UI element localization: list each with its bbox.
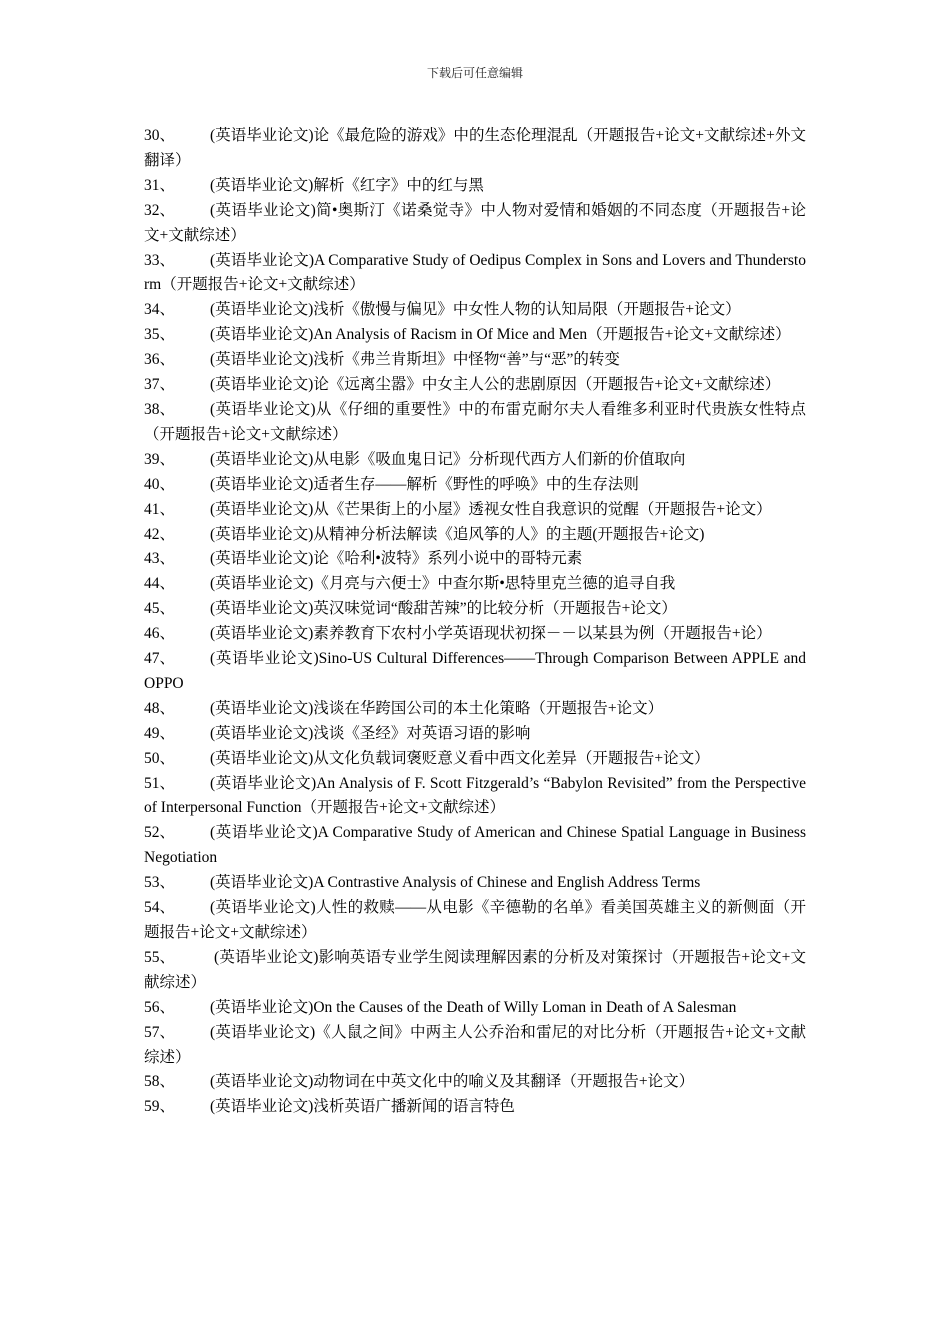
- item-number: 40、: [144, 475, 176, 493]
- list-item: [144, 1095, 806, 1120]
- item-title: (英语毕业论文)On the Causes of the Death of Willy Loman in Death of A Salesman: [210, 998, 737, 1016]
- item-title: (英语毕业论文)Sino-US Cultural Differences——Through Comparison Between APPLE and OPPO: [144, 650, 806, 692]
- item-title: (英语毕业论文)《月亮与六便士》中查尔斯•思特里克兰德的追寻自我: [210, 575, 676, 593]
- list-item: [144, 547, 806, 572]
- item-number: 52、: [144, 824, 176, 842]
- item-number: 53、: [144, 874, 176, 892]
- list-item: [144, 896, 806, 946]
- item-number: 43、: [144, 550, 176, 568]
- item-number: 45、: [144, 600, 176, 618]
- list-item: [144, 498, 806, 523]
- item-title: (英语毕业论文)从文化负载词褒贬意义看中西文化差异（开题报告+论文）: [210, 749, 710, 767]
- item-title: (英语毕业论文)影响英语专业学生阅读理解因素的分析及对策探讨（开题报告+论文+文献综述）: [144, 948, 806, 991]
- item-number: 54、: [144, 899, 176, 917]
- list-item: [144, 772, 806, 822]
- list-item: [144, 622, 806, 647]
- list-item: [144, 523, 806, 548]
- list-item: [144, 448, 806, 473]
- item-number: 48、: [144, 699, 176, 717]
- item-title: (英语毕业论文)A Comparative Study of Oedipus Complex in Sons and Lovers and Thunderstorm（开题报告+论文+文献综述）: [144, 251, 806, 294]
- item-title: (英语毕业论文)解析《红字》中的红与黑: [210, 176, 484, 194]
- item-title: (英语毕业论文)论《远离尘嚣》中女主人公的悲剧原因（开题报告+论文+文献综述）: [210, 376, 781, 394]
- item-number: 33、: [144, 251, 176, 269]
- list-item: [144, 871, 806, 896]
- list-item: [144, 1070, 806, 1095]
- item-title: (英语毕业论文)从电影《吸血鬼日记》分析现代西方人们新的价值取向: [210, 450, 686, 468]
- list-item: [144, 298, 806, 323]
- item-title: (英语毕业论文)适者生存——解析《野性的呼唤》中的生存法则: [210, 475, 639, 493]
- list-item: [144, 249, 806, 299]
- list-item: [144, 199, 806, 249]
- list-item: [144, 647, 806, 697]
- item-number: 38、: [144, 400, 176, 418]
- list-item: [144, 1021, 806, 1071]
- item-number: 56、: [144, 998, 176, 1016]
- item-title: (英语毕业论文)论《最危险的游戏》中的生态伦理混乱（开题报告+论文+文献综述+外文翻译）: [144, 127, 806, 169]
- thesis-title-list: [144, 124, 806, 1120]
- item-number: 44、: [144, 575, 176, 593]
- list-item: [144, 124, 806, 174]
- item-number: 36、: [144, 351, 176, 369]
- item-number: 49、: [144, 724, 176, 742]
- item-number: 46、: [144, 625, 176, 643]
- item-number: 39、: [144, 450, 176, 468]
- item-number: 34、: [144, 301, 176, 319]
- list-item: [144, 348, 806, 373]
- item-title: (英语毕业论文)从精神分析法解读《追风筝的人》的主题(开题报告+论文): [210, 525, 705, 543]
- item-number: 59、: [144, 1098, 176, 1116]
- item-number: 30、: [144, 127, 176, 144]
- item-number: 35、: [144, 326, 176, 344]
- item-number: 47、: [144, 650, 176, 668]
- list-item: [144, 373, 806, 398]
- item-number: 57、: [144, 1023, 176, 1041]
- item-number: 42、: [144, 525, 176, 543]
- list-item: [144, 697, 806, 722]
- item-title: (英语毕业论文)从《芒果街上的小屋》透视女性自我意识的觉醒（开题报告+论文）: [210, 500, 772, 518]
- item-title: (英语毕业论文)An Analysis of F. Scott Fitzgerald’s “Babylon Revisited” from the Perspective of Interpersonal Function（开题报告+论文+文献综述）: [144, 774, 806, 817]
- list-item: [144, 722, 806, 747]
- page-header: 下载后可任意编辑: [426, 66, 523, 80]
- list-item: [144, 174, 806, 199]
- list-item: [144, 747, 806, 772]
- item-number: 32、: [144, 201, 176, 219]
- list-item: [144, 323, 806, 348]
- item-number: 31、: [144, 176, 176, 194]
- list-item: [144, 821, 806, 871]
- item-title: (英语毕业论文)论《哈利•波特》系列小说中的哥特元素: [210, 550, 583, 568]
- item-number: 58、: [144, 1073, 176, 1091]
- item-title: (英语毕业论文)浅析《弗兰肯斯坦》中怪物“善”与“恶”的转变: [210, 351, 620, 369]
- item-number: 50、: [144, 749, 176, 767]
- item-title: (英语毕业论文)浅析《傲慢与偏见》中女性人物的认知局限（开题报告+论文）: [210, 301, 741, 319]
- list-item: [144, 398, 806, 448]
- item-number: 37、: [144, 376, 176, 394]
- item-number: 51、: [144, 774, 176, 792]
- list-item: [144, 572, 806, 597]
- item-title: (英语毕业论文)《人鼠之间》中两主人公乔治和雷尼的对比分析（开题报告+论文+文献综述）: [144, 1023, 806, 1066]
- item-title: (英语毕业论文)An Analysis of Racism in Of Mice and Men（开题报告+论文+文献综述）: [210, 326, 791, 344]
- item-title: (英语毕业论文)简•奥斯汀《诺桑觉寺》中人物对爱情和婚姻的不同态度（开题报告+论文+文献综述）: [144, 201, 806, 244]
- item-title: (英语毕业论文)浅析英语广播新闻的语言特色: [210, 1098, 515, 1116]
- list-item: [144, 946, 806, 996]
- list-item: [144, 996, 806, 1021]
- item-title: (英语毕业论文)A Contrastive Analysis of Chinese and English Address Terms: [210, 874, 701, 892]
- item-number: 41、: [144, 500, 176, 518]
- item-title: (英语毕业论文)人性的救赎——从电影《辛德勒的名单》看美国英雄主义的新侧面（开题报告+论文+文献综述）: [144, 899, 806, 941]
- item-title: (英语毕业论文)A Comparative Study of American and Chinese Spatial Language in Business Negotiation: [144, 824, 806, 867]
- item-title: (英语毕业论文)动物词在中英文化中的喻义及其翻译（开题报告+论文）: [210, 1073, 695, 1091]
- list-item: [144, 473, 806, 498]
- item-title: (英语毕业论文)浅谈《圣经》对英语习语的影响: [210, 724, 531, 742]
- item-title: (英语毕业论文)素养教育下农村小学英语现状初探－－以某县为例（开题报告+论）: [210, 625, 772, 643]
- item-title: (英语毕业论文)英汉味觉词“酸甜苦辣”的比较分析（开题报告+论文）: [210, 600, 677, 618]
- list-item: [144, 597, 806, 622]
- item-number: 55、: [144, 948, 176, 966]
- item-title: (英语毕业论文)从《仔细的重要性》中的布雷克耐尔夫人看维多利亚时代贵族女性特点（开题报告+论文+文献综述）: [144, 400, 806, 443]
- item-title: (英语毕业论文)浅谈在华跨国公司的本土化策略（开题报告+论文）: [210, 699, 664, 717]
